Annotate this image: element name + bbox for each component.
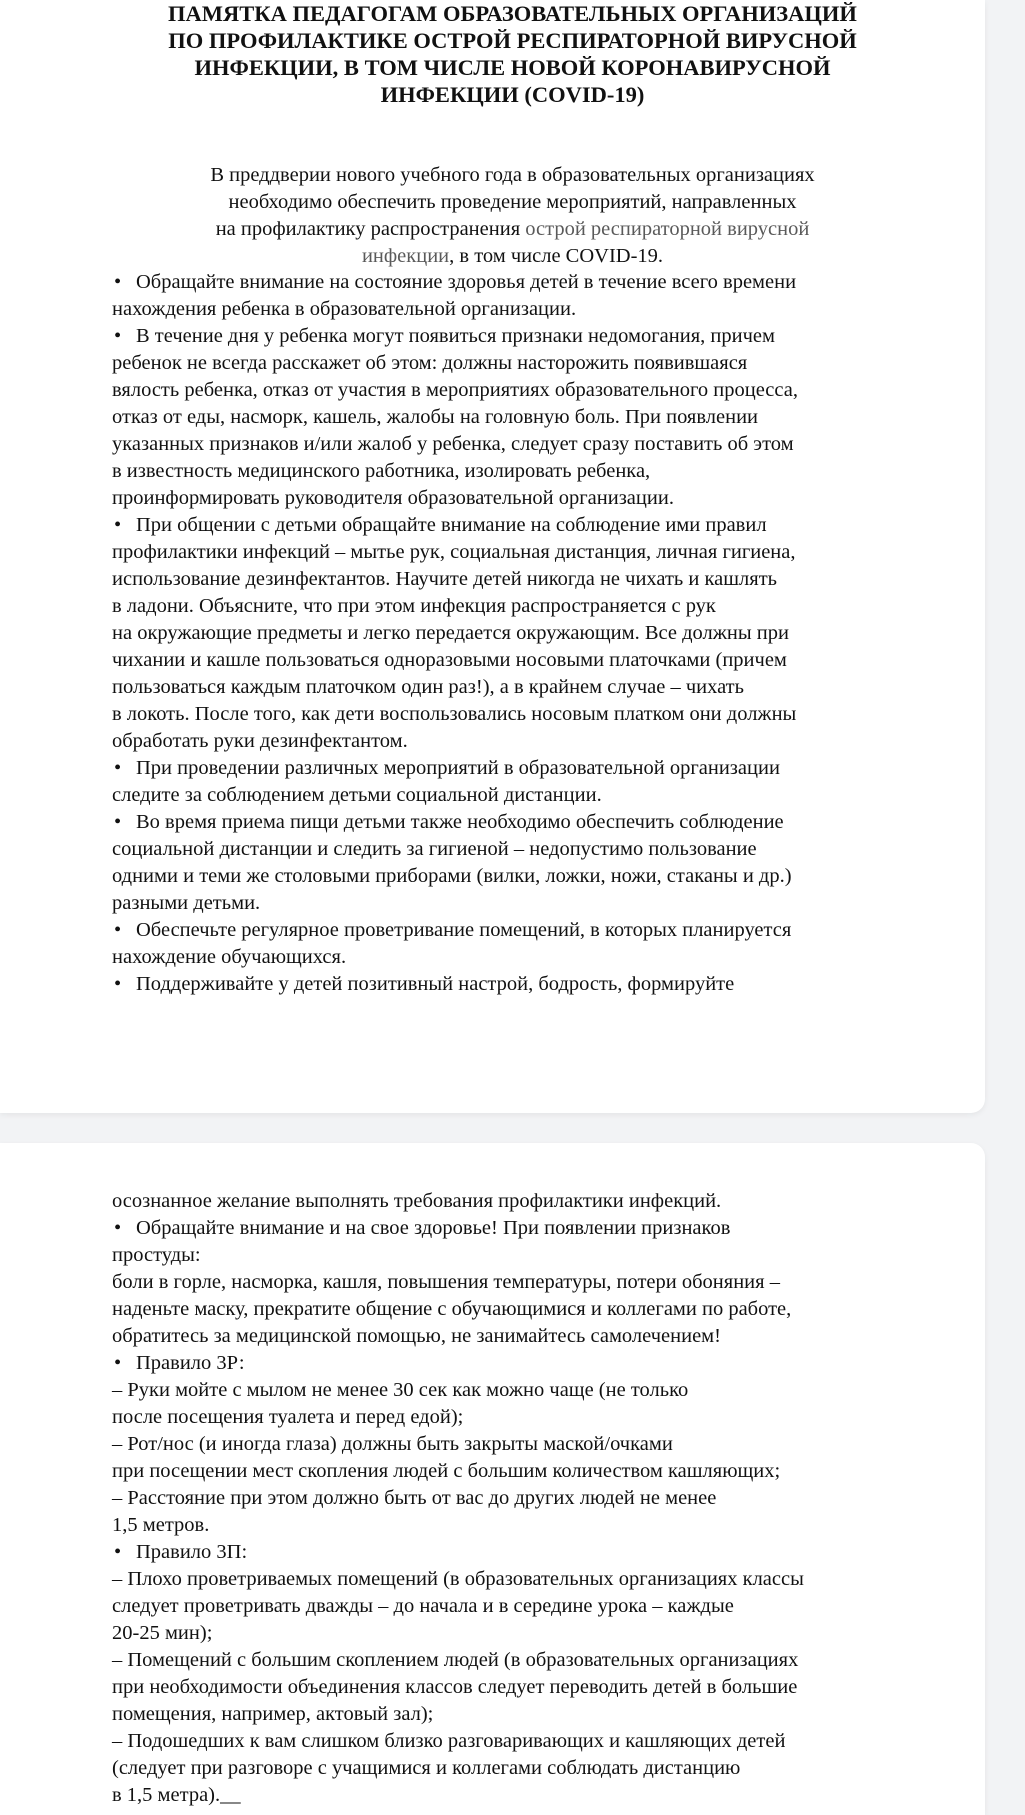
intro-link-text[interactable]: инфекции — [361, 245, 450, 267]
bullet-item-line: • Обращайте внимание на состояние здоровья детей в течение всего времени — [112, 269, 912, 296]
text-line: – Подошедших к вам слишком близко разговаривающих и кашляющих детей — [112, 1730, 786, 1752]
bullet-item-line: • При проведении различных мероприятий в образовательной организации — [112, 755, 912, 782]
text-line: 20-25 мин); — [112, 1622, 213, 1644]
text-line: в известность медицинского работника, изолировать ребенка, — [112, 460, 651, 482]
text-line: после посещения туалета и перед едой); — [112, 1406, 464, 1428]
text-line: ребенок не всегда расскажет об этом: должны насторожить появившаяся — [112, 352, 748, 374]
page-2-body — [112, 1188, 912, 1809]
intro-line — [130, 216, 895, 243]
bullet-item-line: • Правило 3Р: — [112, 1350, 912, 1377]
text-line: при посещении мест скопления людей с большим количеством кашляющих; — [112, 1460, 781, 1482]
text-line: чихании и кашле пользоваться одноразовыми носовыми платочками (причем — [112, 649, 787, 671]
bullet-item-line: • Правило 3П: — [112, 1539, 912, 1566]
text-line: наденьте маску, прекратите общение с обучающимися и коллегами по работе, — [112, 1298, 792, 1320]
intro-line: необходимо обеспечить проведение мероприятий, направленных — [228, 191, 797, 213]
text-line: в 1,5 метра).__ — [112, 1784, 241, 1806]
text-line: (следует при разговоре с учащимися и коллегами соблюдать дистанцию — [112, 1757, 741, 1779]
text-line: на окружающие предметы и легко передается окружающим. Все должны при — [112, 622, 789, 644]
text-line: боли в горле, насморка, кашля, повышения температуры, потери обоняния – — [112, 1271, 780, 1293]
text-line: вялость ребенка, отказ от участия в мероприятиях образовательного процесса, — [112, 379, 798, 401]
text-line: одними и теми же столовыми приборами (вилки, ложки, ножи, стаканы и др.) — [112, 865, 792, 887]
text-line: указанных признаков и/или жалоб у ребенка, следует сразу поставить об этом — [112, 433, 794, 455]
text-line: простуды: — [112, 1244, 201, 1266]
text-line: обработать руки дезинфектантом. — [112, 730, 408, 752]
bullet-item-line: • Обеспечьте регулярное проветривание помещений, в которых планируется — [112, 917, 912, 944]
bullet-item-line: • При общении с детьми обращайте внимание на соблюдение ими правил — [112, 512, 912, 539]
text-line: пользоваться каждым платочком один раз!), а в крайнем случае – чихать — [112, 676, 744, 698]
text-line: разными детьми. — [112, 892, 261, 914]
text-line: использование дезинфектантов. Научите детей никогда не чихать и кашлять — [112, 568, 777, 590]
text-line: социальной дистанции и следить за гигиеной – недопустимо пользование — [112, 838, 757, 860]
title-line: ИНФЕКЦИИ (COVID-19) — [380, 82, 645, 107]
text-line: при необходимости объединения классов следует переводить детей в большие — [112, 1676, 798, 1698]
text-line: – Рот/нос (и иногда глаза) должны быть закрыты маской/очками — [112, 1433, 673, 1455]
text-line: следует проветривать дважды – до начала и в середине урока – каждые — [112, 1595, 734, 1617]
title-line: ИНФЕКЦИИ, В ТОМ ЧИСЛЕ НОВОЙ КОРОНАВИРУСНОЙ — [194, 55, 831, 80]
intro-line: В преддверии нового учебного года в образовательных организациях — [210, 164, 815, 186]
text-line: осознанное желание выполнять требования профилактики инфекций. — [112, 1190, 722, 1212]
intro-text: на профилактику распространения — [215, 218, 526, 240]
intro-paragraph — [130, 162, 895, 270]
text-line: нахождение обучающихся. — [112, 946, 347, 968]
text-line: следите за соблюдением детьми социальной дистанции. — [112, 784, 602, 806]
text-line: обратитесь за медицинской помощью, не занимайтесь самолечением! — [112, 1325, 721, 1347]
title-line: ПО ПРОФИЛАКТИКЕ ОСТРОЙ РЕСПИРАТОРНОЙ ВИРУСНОЙ — [168, 28, 857, 53]
text-line: – Помещений с большим скоплением людей (в образовательных организациях — [112, 1649, 799, 1671]
bullet-item-line: • В течение дня у ребенка могут появиться признаки недомогания, причем — [112, 323, 912, 350]
text-line: – Руки мойте с мылом не менее 30 сек как можно чаще (не только — [112, 1379, 689, 1401]
text-line: – Плохо проветриваемых помещений (в образовательных организациях классы — [112, 1568, 804, 1590]
text-line: в ладони. Объясните, что при этом инфекция распространяется с рук — [112, 595, 716, 617]
intro-text: , в том числе COVID-19. — [449, 245, 664, 267]
text-line: проинформировать руководителя образовательной организации. — [112, 487, 674, 509]
intro-link-text[interactable]: острой респираторной вирусной — [525, 218, 810, 240]
text-line: профилактики инфекций – мытье рук, социальная дистанция, личная гигиена, — [112, 541, 796, 563]
bullet-item-line: • Во время приема пищи детьми также необходимо обеспечить соблюдение — [112, 809, 912, 836]
document-title — [120, 0, 905, 108]
title-line: ПАМЯТКА ПЕДАГОГАМ ОБРАЗОВАТЕЛЬНЫХ ОРГАНИЗАЦИЙ — [168, 1, 857, 26]
document-page-2 — [0, 1143, 985, 1815]
text-line: нахождения ребенка в образовательной организации. — [112, 298, 577, 320]
text-line: помещения, например, актовый зал); — [112, 1703, 434, 1725]
text-line: отказ от еды, насморк, кашель, жалобы на головную боль. При появлении — [112, 406, 759, 428]
bullet-item-line: • Поддерживайте у детей позитивный настрой, бодрость, формируйте — [112, 971, 912, 998]
page-1-body — [112, 269, 912, 998]
text-line: в локоть. После того, как дети воспользовались носовым платком они должны — [112, 703, 797, 725]
bullet-item-line: • Обращайте внимание и на свое здоровье! При появлении признаков — [112, 1215, 912, 1242]
text-line: – Расстояние при этом должно быть от вас до других людей не менее — [112, 1487, 717, 1509]
intro-line — [130, 243, 895, 270]
text-line: 1,5 метров. — [112, 1514, 210, 1536]
